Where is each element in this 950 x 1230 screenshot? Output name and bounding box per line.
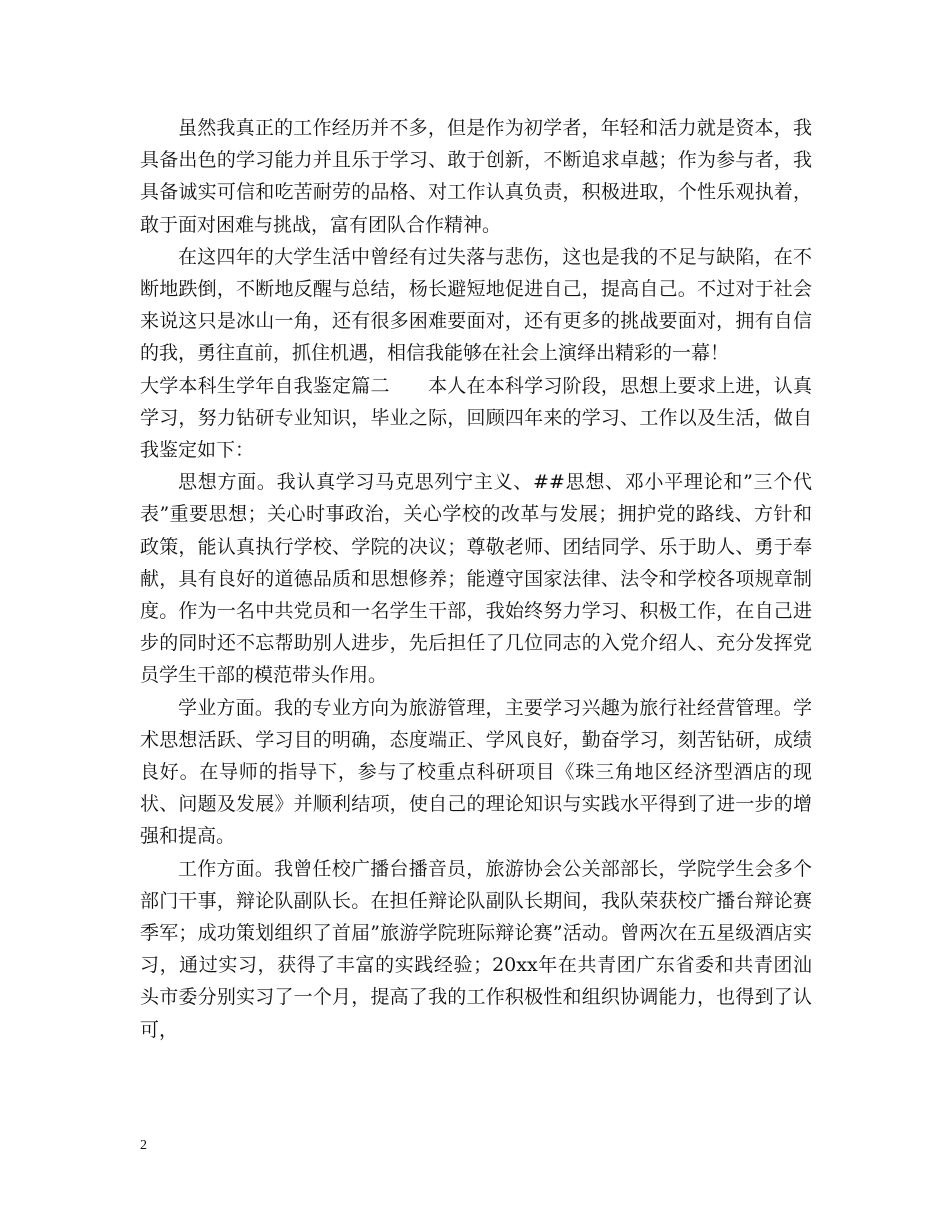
paragraph-work-experience: 虽然我真正的工作经历并不多，但是作为初学者，年轻和活力就是资本，我具备出色的学习能力并且乐于学习、敢于创新，不断追求卓越；作为参与者，我具备诚实可信和吃苦耐劳的品格、对工作认真负责，积极进取，个性乐观执着，敢于面对困难与挑战，富有团队合作精神。 — [140, 117, 812, 236]
page-number: 2 — [140, 1138, 147, 1153]
paragraph-university-life: 在这四年的大学生活中曾经有过失落与悲伤，这也是我的不足与缺陷，在不断地跌倒，不断地反醒与总结，杨长避短地促进自己，提高自己。不过对于社会来说这只是冰山一角，还有很多困难要面对，还有更多的挑战要面对，拥有自信的我，勇往直前，抓住机遇，相信我能够在社会上演绎出精彩的一幕！ — [140, 245, 812, 365]
paragraph-section-two-intro: 大学本科生学年自我鉴定篇二 本人在本科学习阶段，思想上要求上进，认真学习，努力钻研专业知识，毕业之际，回顾四年来的学习、工作以及生活，做自我鉴定如下： — [140, 374, 812, 462]
paragraph-ideology: 思想方面。我认真学习马克思列宁主义、##思想、邓小平理论和”三个代表”重要思想；关心时事政治，关心学校的改革与发展；拥护党的路线、方针和政策，能认真执行学校、学院的决议；尊敬老师、团结同学、乐于助人、勇于奉献，具有良好的道德品质和思想修养；能遵守国家法律、法令和学校各项规章制度。作为一名中共党员和一名学生干部，我始终努力学习、积极工作，在自己进步的同时还不忘帮助别人进步，先后担任了几位同志的入党介绍人、充分发挥党员学生干部的模范带头作用。 — [140, 471, 812, 687]
paragraph-work: 工作方面。我曾任校广播台播音员，旅游协会公关部部长，学院学生会多个部门干事，辩论队副队长。在担任辩论队副队长期间，我队荣获校广播台辩论赛季军；成功策划组织了首届”旅游学院班际辩论赛”活动。曾两次在五星级酒店实习，通过实习，获得了丰富的实践经验；20xx年在共青团广东省委和共青团汕头市委分别实习了一个月，提高了我的工作积极性和组织协调能力，也得到了认可， — [140, 857, 812, 1041]
paragraph-academics: 学业方面。我的专业方向为旅游管理，主要学习兴趣为旅行社经营管理。学术思想活跃、学习目的明确，态度端正、学风良好，勤奋学习，刻苦钻研，成绩良好。在导师的指导下，参与了校重点科研项目《珠三角地区经济型酒店的现状、问题及发展》并顺利结项，使自己的理论知识与实践水平得到了进一步的增强和提高。 — [140, 696, 812, 848]
document-body — [140, 112, 812, 1046]
